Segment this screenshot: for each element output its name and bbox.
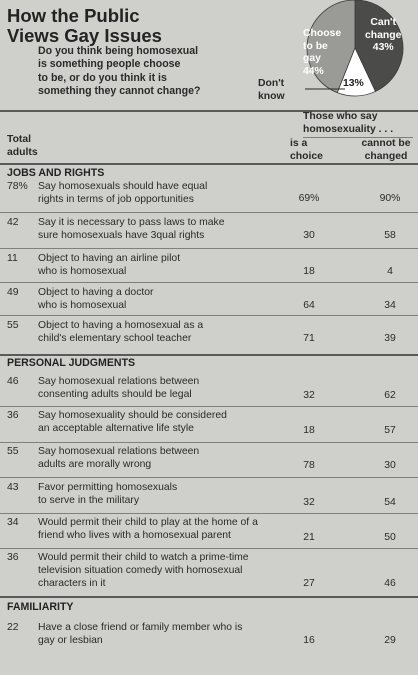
row-divider <box>0 315 418 316</box>
pie-label-line: 43% <box>372 42 394 53</box>
total-adults-value: 78% <box>7 181 28 192</box>
pie-label-line: Can't <box>370 17 396 28</box>
row-statement <box>38 552 288 590</box>
total-adults-value: 34 <box>7 517 19 528</box>
is-a-choice-value: 32 <box>303 497 315 508</box>
statement-line: Object to having an airline pilot <box>38 253 181 264</box>
cannot-be-changed-value: 62 <box>384 390 396 401</box>
pie-label-dont-know-pct: 13% <box>343 78 364 89</box>
row-statement <box>38 287 288 313</box>
dont-know-label <box>258 78 285 103</box>
header-line: choice <box>290 150 323 162</box>
statement-line: child's elementary school teacher <box>38 332 192 344</box>
statement-line: Say homosexual relations between <box>38 376 200 387</box>
cannot-be-changed-value: 46 <box>384 578 396 589</box>
total-adults-value: 55 <box>7 320 19 331</box>
cannot-be-changed-value: 54 <box>384 497 396 508</box>
statement-line: adults are morally wrong <box>38 458 152 470</box>
page-title <box>7 6 162 46</box>
row-statement <box>38 376 288 402</box>
total-adults-value: 11 <box>7 253 18 264</box>
is-a-choice-value: 18 <box>303 425 315 436</box>
pie-label-line: gay <box>303 53 321 64</box>
statement-line: Say it is necessary to pass laws to make <box>38 217 225 228</box>
cannot-be-changed-value: 58 <box>384 230 396 241</box>
section-divider <box>0 163 418 165</box>
statement-line: an acceptable alternative life style <box>38 422 194 434</box>
statement-line: Object to having a homosexual as a <box>38 320 204 331</box>
dont-know-line: know <box>258 90 285 102</box>
statement-line: friend who lives with a homosexual parent <box>38 529 231 541</box>
header-line: is a <box>290 138 308 149</box>
row-divider <box>0 548 418 549</box>
statement-line: rights in terms of job opportunities <box>38 193 194 205</box>
pie-label-choose <box>303 28 341 78</box>
is-a-choice-value: 21 <box>303 532 315 543</box>
question-line: Do you think being homosexual <box>38 45 199 57</box>
total-adults-value: 36 <box>7 410 19 421</box>
total-adults-value: 22 <box>7 622 19 633</box>
those-who-say-header <box>303 111 393 136</box>
title-line-2: Views Gay Issues <box>7 25 162 46</box>
row-statement <box>38 320 288 346</box>
statement-line: Say homosexual relations between <box>38 446 200 457</box>
pie-label-line: change <box>365 29 402 41</box>
statement-line: sure homosexuals have 3qual rights <box>38 229 205 241</box>
header-line: Those who say <box>303 111 378 122</box>
cannot-be-changed-value: 90% <box>379 193 401 204</box>
statement-line: gay or lesbian <box>38 634 103 646</box>
is-a-choice-value: 27 <box>303 578 315 589</box>
statement-line: characters in it <box>38 577 106 589</box>
row-divider <box>0 282 418 283</box>
section-title-jobs-and-rights: JOBS AND RIGHTS <box>7 167 105 179</box>
is-a-choice-value: 69% <box>298 193 320 204</box>
statement-line: television situation comedy with homosexual <box>38 564 243 576</box>
row-statement <box>38 410 288 436</box>
row-statement <box>38 446 288 472</box>
is-a-choice-value: 78 <box>303 460 315 471</box>
pie-label-line: 44% <box>303 65 324 77</box>
survey-question <box>38 45 268 99</box>
header-line: cannot be <box>361 138 411 149</box>
total-adults-value: 46 <box>7 376 19 387</box>
total-adults-value: 55 <box>7 446 19 457</box>
total-adults-value: 43 <box>7 482 19 493</box>
statement-line: Would permit their child to watch a prime-time <box>38 552 249 563</box>
is-a-choice-value: 71 <box>303 333 315 344</box>
statement-line: Say homosexuals should have equal <box>38 181 208 192</box>
row-divider <box>0 442 418 443</box>
total-adults-value: 49 <box>7 287 19 298</box>
row-statement <box>38 181 288 207</box>
cannot-be-changed-value: 50 <box>384 532 396 543</box>
row-statement <box>38 482 288 508</box>
is-a-choice-value: 16 <box>303 635 315 646</box>
is-a-choice-header <box>290 138 330 163</box>
row-statement <box>38 217 288 243</box>
is-a-choice-value: 30 <box>303 230 315 241</box>
row-divider <box>0 406 418 407</box>
statement-line: Would permit their child to play at the home of a <box>38 517 258 528</box>
cannot-be-changed-value: 34 <box>384 300 396 311</box>
pie-label-line: Choose <box>303 28 342 39</box>
question-line: is something people choose <box>38 58 181 71</box>
statement-line: consenting adults should be legal <box>38 388 192 400</box>
cannot-be-changed-header <box>356 138 416 163</box>
row-statement <box>38 622 288 648</box>
is-a-choice-value: 18 <box>303 266 315 277</box>
question-line: to be, or do you think it is <box>38 71 167 84</box>
is-a-choice-value: 32 <box>303 390 315 401</box>
total-adults-header <box>7 134 38 159</box>
row-statement <box>38 253 288 279</box>
cannot-be-changed-value: 29 <box>384 635 396 646</box>
header-line: homosexuality . . . <box>303 123 394 135</box>
header-line: adults <box>7 146 38 158</box>
is-a-choice-value: 64 <box>303 300 315 311</box>
row-statement <box>38 517 288 543</box>
row-divider <box>0 248 418 249</box>
section-divider <box>0 354 418 356</box>
statement-line: Object to having a doctor <box>38 287 154 298</box>
section-title-personal-judgments: PERSONAL JUDGMENTS <box>7 357 136 369</box>
cannot-be-changed-value: 30 <box>384 460 396 471</box>
pie-label-line: to be <box>303 40 328 52</box>
statement-line: to serve in the military <box>38 494 140 506</box>
cannot-be-changed-value: 57 <box>384 425 396 436</box>
statement-line: Have a close friend or family member who is <box>38 622 243 633</box>
statement-line: who is homosexual <box>38 265 127 277</box>
row-divider <box>0 513 418 514</box>
row-divider <box>0 477 418 478</box>
dont-know-line: Don't <box>258 78 285 89</box>
row-divider <box>0 212 418 213</box>
statement-line: who is homosexual <box>38 299 127 311</box>
cannot-be-changed-value: 39 <box>384 333 396 344</box>
statement-line: Say homosexuality should be considered <box>38 410 227 421</box>
header-line: Total <box>7 134 32 145</box>
statement-line: Favor permitting homosexuals <box>38 482 178 493</box>
total-adults-value: 42 <box>7 217 19 228</box>
title-line-1: How the Public <box>7 5 140 26</box>
cannot-be-changed-value: 4 <box>387 266 393 277</box>
question-line: something they cannot change? <box>38 85 201 98</box>
total-adults-value: 36 <box>7 552 19 563</box>
section-title-familiarity: FAMILIARITY <box>7 601 74 613</box>
pie-chart <box>283 0 418 110</box>
section-divider <box>0 596 418 598</box>
header-line: changed <box>364 150 408 162</box>
pie-label-cant-change <box>365 17 401 55</box>
